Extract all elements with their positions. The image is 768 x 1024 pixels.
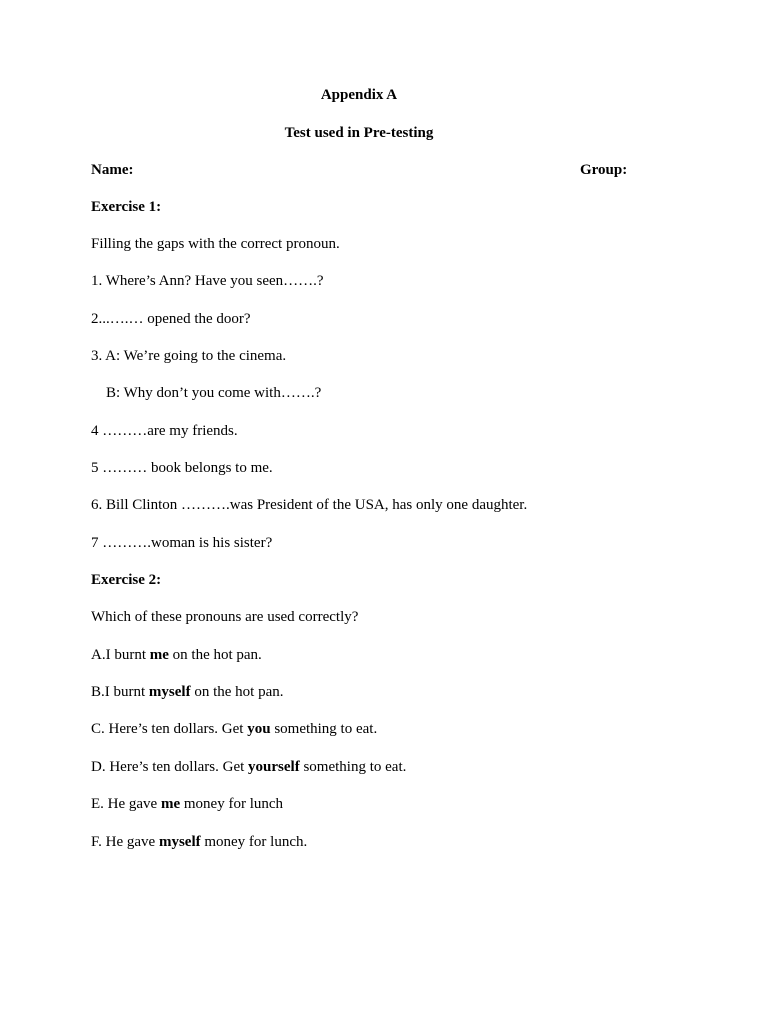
exercise-1-item: 1. Where’s Ann? Have you seen…….? [91,273,324,289]
item-pronoun: me [149,647,169,663]
exercise-2-item [91,683,283,701]
exercise-1-item: 3. A: We’re going to the cinema. [91,348,287,364]
exercise-1-item: 5 ……… book belongs to me. [91,460,273,476]
item-pronoun: myself [148,684,191,700]
item-text-after: money for lunch. [200,834,308,850]
item-text-before: C. Here’s ten dollars. Get [91,721,248,737]
item-text-before: D. Here’s ten dollars. Get [91,759,249,775]
item-pronoun: myself [158,834,201,850]
group-label: Group: [580,162,628,178]
exercise-2-item [91,833,307,851]
exercise-1-item: 6. Bill Clinton ……….was President of the USA, has only one daughter. [91,497,528,513]
item-pronoun: you [247,721,271,737]
exercise-2-item [91,758,406,776]
exercise-2-item [91,646,262,664]
exercise-1-item: 4 ………are my friends. [91,423,238,439]
item-text-before: A.I burnt [91,647,150,663]
item-pronoun: me [160,796,181,812]
item-text-after: something to eat. [299,759,407,775]
item-text-after: money for lunch [180,796,284,812]
exercise-1-item: 2...….… opened the door? [91,311,251,327]
item-pronoun: yourself [248,759,300,775]
name-label: Name: [91,162,134,178]
exercise-2-title: Exercise 2: [91,572,162,588]
document-subtitle: Test used in Pre-testing [284,125,434,141]
item-text-after: on the hot pan. [168,647,262,663]
exercise-1-title: Exercise 1: [91,199,162,215]
appendix-title: Appendix A [320,87,398,103]
exercise-1-item: B: Why don’t you come with…….? [106,385,322,401]
exercise-2-item [91,795,283,813]
exercise-1-instruction: Filling the gaps with the correct pronoun. [91,236,340,252]
item-text-before: B.I burnt [91,684,149,700]
exercise-2-instruction: Which of these pronouns are used correctly? [91,609,359,625]
item-text-before: F. He gave [91,834,159,850]
item-text-after: something to eat. [270,721,378,737]
exercise-1-item: 7 ……….woman is his sister? [91,535,273,551]
item-text-before: E. He gave [91,796,161,812]
item-text-after: on the hot pan. [190,684,284,700]
exercise-2-item [91,720,377,738]
